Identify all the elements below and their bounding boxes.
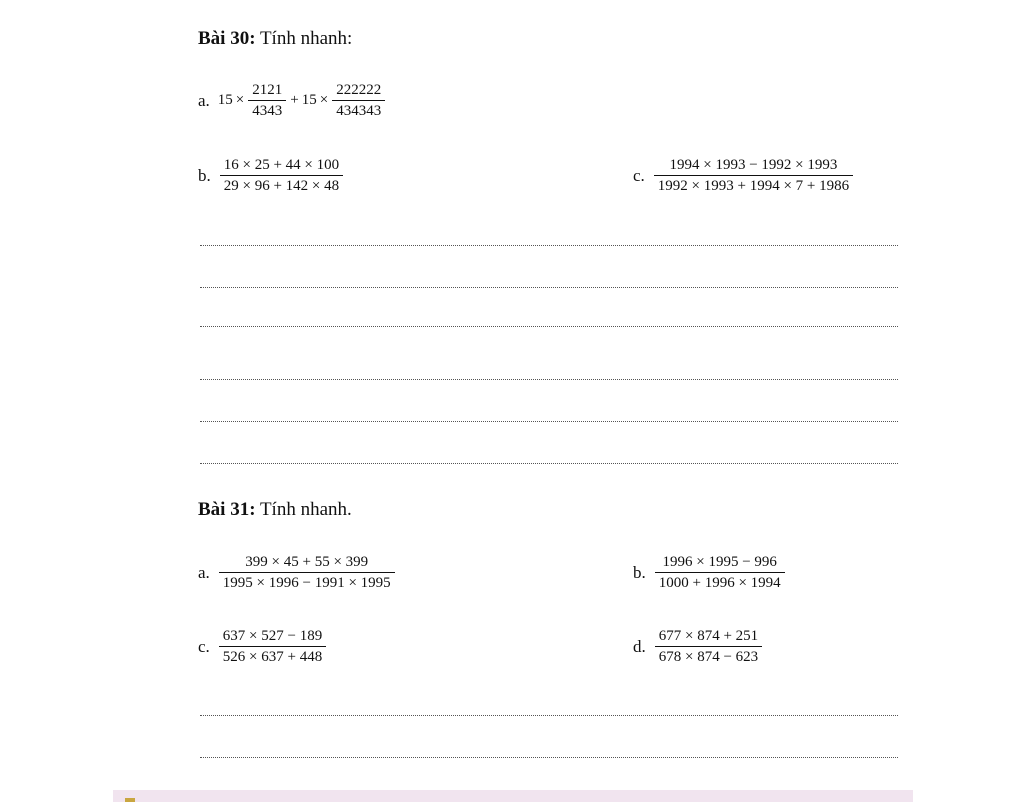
answer-line[interactable] [200,463,898,464]
denominator: 526 × 637 + 448 [219,646,326,665]
item-letter: c. [198,636,210,656]
item-letter: c. [633,165,645,185]
fraction [331,82,386,119]
exercise-31-a [198,554,396,591]
exercise-31-b [633,554,786,591]
answer-line[interactable] [200,715,898,716]
exercise-31-title: Tính nhanh. [259,499,352,520]
exercise-30-label: Bài 30: [198,28,256,49]
item-letter: a. [198,90,210,110]
item-letter: d. [633,636,646,656]
denominator: 1995 × 1996 − 1991 × 1995 [219,572,395,591]
denominator: 434343 [332,100,385,119]
item-letter: a. [198,562,210,582]
fraction [654,628,763,665]
answer-line[interactable] [200,326,898,327]
numerator: 677 × 874 + 251 [658,628,759,644]
exercise-31-d [633,628,763,665]
fraction [218,628,327,665]
answer-line[interactable] [200,287,898,288]
coefficient: 15 [217,92,233,108]
exercise-31-label: Bài 31: [198,499,256,520]
times-sign: × [319,92,329,108]
exercise-30-b [198,157,344,194]
fraction [653,157,854,194]
denominator: 1992 × 1993 + 1994 × 7 + 1986 [654,175,853,194]
numerator: 16 × 25 + 44 × 100 [223,157,340,173]
exercise-30-title: Tính nhanh: [259,28,353,49]
exercise-30-a [198,82,386,119]
fraction [218,554,396,591]
coefficient: 15 [301,92,317,108]
answer-line[interactable] [200,379,898,380]
numerator: 399 × 45 + 55 × 399 [245,554,369,570]
denominator: 1000 + 1996 × 1994 [655,572,785,591]
answer-line[interactable] [200,757,898,758]
fraction [654,554,786,591]
denominator: 4343 [248,100,286,119]
item-letter: b. [633,562,646,582]
answer-line[interactable] [200,245,898,246]
denominator: 678 × 874 − 623 [655,646,762,665]
numerator: 1996 × 1995 − 996 [662,554,777,570]
times-sign: × [235,92,245,108]
fraction [219,157,344,194]
numerator: 2121 [252,82,283,98]
plus-sign: + [290,92,299,108]
numerator: 1994 × 1993 − 1992 × 1993 [669,157,838,173]
answer-line[interactable] [200,421,898,422]
footer-logo-mark [125,798,135,802]
exercise-31-c [198,628,327,665]
denominator: 29 × 96 + 142 × 48 [220,175,343,194]
exercise-30-c [633,157,854,194]
exercise-31-heading [198,499,352,521]
fraction [247,82,287,119]
numerator: 222222 [336,82,382,98]
numerator: 637 × 527 − 189 [222,628,323,644]
item-letter: b. [198,165,211,185]
footer-bar [113,790,913,802]
exercise-30-heading [198,28,352,50]
